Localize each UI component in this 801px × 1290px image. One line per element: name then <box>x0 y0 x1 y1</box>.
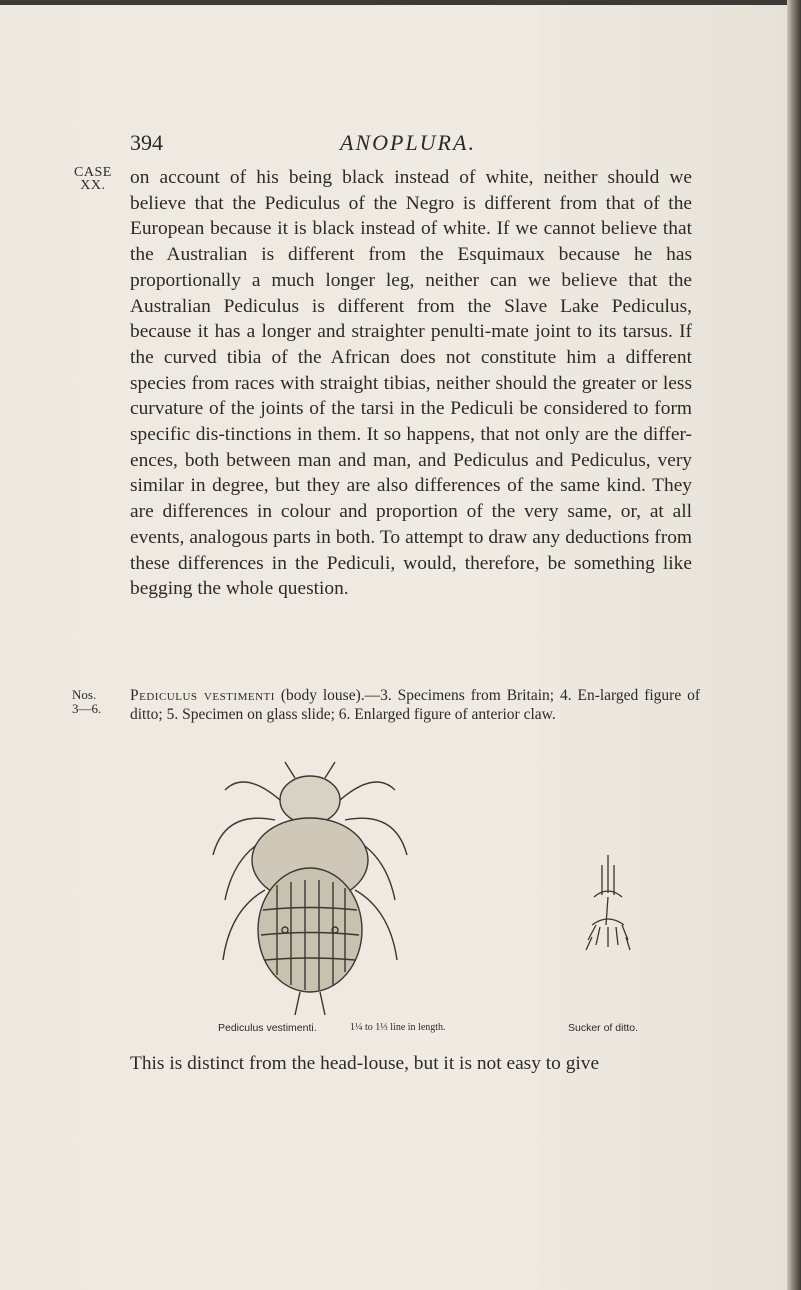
nos-label-text: Nos. <box>72 687 97 702</box>
page-number: 394 <box>130 130 163 155</box>
body-paragraph: on account of his being black instead of white, neither should we believe that the Pediculus of the Negro is different from that of the European because it is black instead of white. If we cannot believe that the Australian is different from the Esquimaux because he has proportionally a much longer leg, neither can we believe that the Australian Pediculus is different from the Slave Lake Pediculus, because it has a longer and straighter penulti-mate joint to its tarsus. If the curved tibia of the African does not constitute him a different species from races with straight tibias, neither should the greater or less curvature of the joints of the tarsi in the Pediculi be considered to form specific dis-tinctions in them. It so happens, that not only are the differ-ences, both between man and man, and Pediculus and Pediculus, very similar in degree, but they are also differences of the same kind. They are differences in colour and proportion of the very same, or, at all events, analogous parts in both. To attempt to draw any deductions from these differences in the Pediculi, would, therefore, be something like begging the whole question. <box>130 167 692 600</box>
specimen-description: (body louse).—3. Specimens from Britain; 4. En-larged figure of ditto; 5. Specimen on glass slide; 6. Enlarged figure of anterior claw. <box>130 687 701 723</box>
specimen-caption <box>130 687 700 724</box>
main-figure-size: 1¼ to 1⅓ line in length. <box>350 1022 446 1033</box>
page-header <box>130 130 690 160</box>
nos-margin-label <box>72 688 101 716</box>
running-head: ANOPLURA. <box>340 130 476 155</box>
continuation-text: This is distinct from the head-louse, but it is not easy to give <box>130 1053 600 1074</box>
case-label-text: CASE <box>74 165 112 180</box>
claw-figure-label: Sucker of ditto. <box>568 1022 639 1034</box>
louse-illustration <box>205 760 415 1020</box>
book-spine-edge <box>787 0 801 1290</box>
case-margin-label <box>74 166 112 192</box>
main-figure-label: Pediculus vestimenti. <box>218 1022 317 1034</box>
claw-illustration <box>582 855 634 965</box>
case-number: XX. <box>80 178 106 193</box>
specimen-species: Pediculus vestimenti <box>130 687 275 704</box>
nos-range: 3—6. <box>72 701 102 716</box>
page-top-edge <box>0 0 801 5</box>
